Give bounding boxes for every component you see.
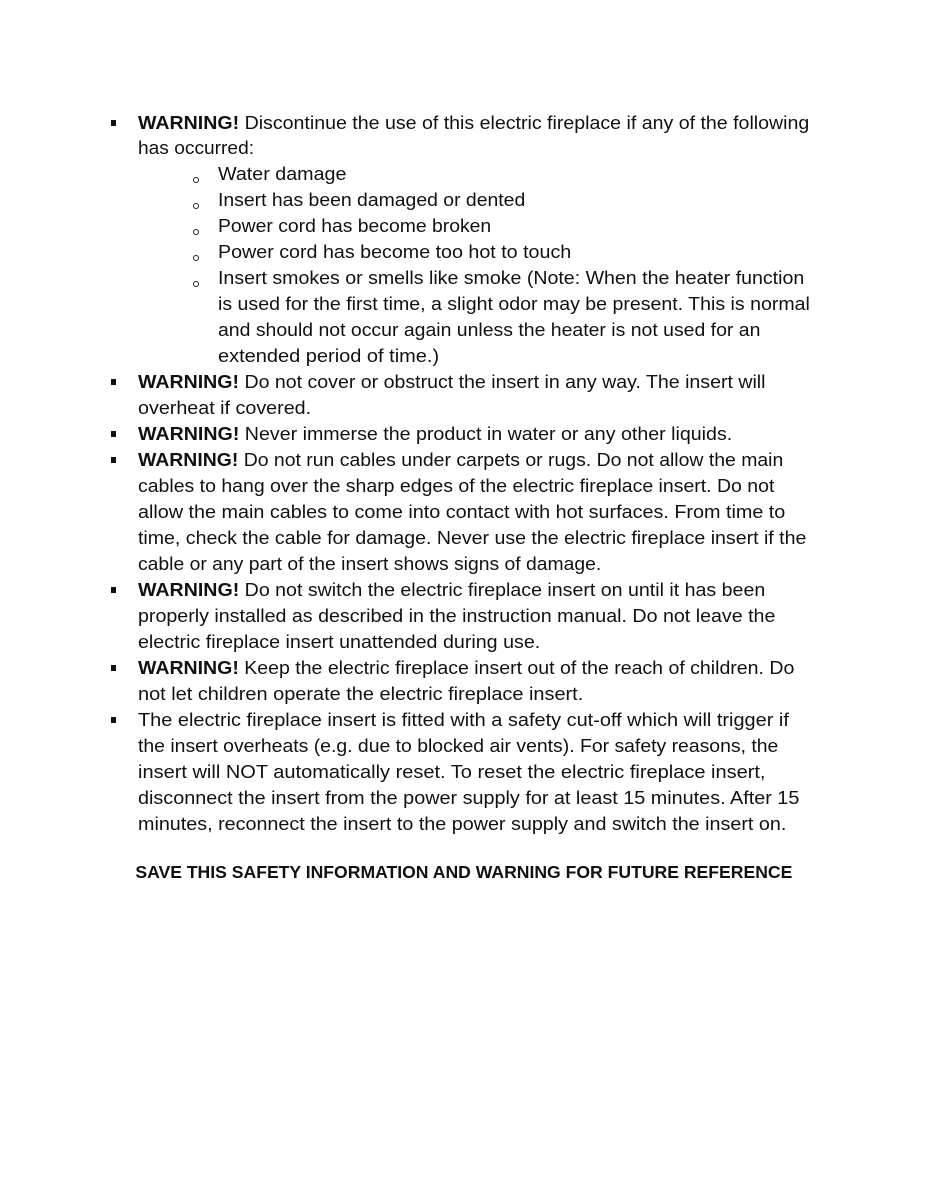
item-text: allow the main cables to come into contact with hot surfaces. From time to [138, 502, 786, 522]
warning-label: WARNING! [138, 424, 240, 444]
square-bullet-icon [111, 587, 116, 593]
list-item-line [138, 787, 799, 809]
item-text: electric fireplace insert unattended during use. [138, 632, 541, 652]
list-item-line [138, 605, 775, 627]
item-text: Do not run cables under carpets or rugs. Do not allow the main [238, 450, 784, 470]
list-item-line [138, 449, 783, 471]
item-text: not let children operate the electric fireplace insert. [138, 684, 584, 704]
list-item-line [138, 813, 786, 835]
subitem-text: Insert smokes or smells like smoke (Note: When the heater function [218, 268, 805, 288]
warning-label: WARNING! [138, 658, 239, 678]
list-item-line [138, 553, 601, 575]
item-text: Never immerse the product in water or any other liquids. [239, 424, 733, 444]
list-item-line [138, 579, 765, 601]
item-text: cables to hang over the sharp edges of the electric fireplace insert. Do not [138, 476, 775, 496]
list-item-line [138, 709, 789, 731]
list-item-line [138, 631, 540, 653]
item-text: disconnect the insert from the power supply for at least 15 minutes. After 15 [138, 788, 800, 808]
subitem-text: is used for the first time, a slight odor may be present. This is normal [218, 294, 810, 314]
warning-label: WARNING! [138, 580, 240, 600]
item-text: Do not cover or obstruct the insert in any way. The insert will [239, 372, 766, 392]
list-item-line [138, 501, 785, 523]
item-text: Keep the electric fireplace insert out of the reach of children. Do [238, 658, 795, 678]
item-text: The electric fireplace insert is fitted with a safety cut-off which will trigger if [138, 710, 789, 730]
item-text: Do not switch the electric fireplace insert on until it has been [239, 580, 766, 600]
subitem-text: Power cord has become too hot to touch [218, 242, 572, 262]
subitem-text: extended period of time.) [218, 346, 440, 366]
circle-bullet-icon [193, 177, 199, 183]
list-item-line [138, 371, 766, 393]
square-bullet-icon [111, 665, 116, 671]
item-text: has occurred: [138, 138, 255, 158]
list-item-line [138, 657, 794, 679]
save-reference-heading [0, 861, 927, 883]
list-item-line [138, 112, 809, 134]
item-text: properly installed as described in the instruction manual. Do not leave the [138, 606, 776, 626]
warning-label: WARNING! [138, 113, 240, 133]
list-item-line [138, 397, 311, 419]
square-bullet-icon [111, 717, 116, 723]
item-text: cable or any part of the insert shows signs of damage. [138, 554, 602, 574]
item-text: insert will NOT automatically reset. To reset the electric fireplace insert, [138, 762, 766, 782]
item-text: overheat if covered. [138, 398, 312, 418]
square-bullet-icon [111, 379, 116, 385]
circle-bullet-icon [193, 281, 199, 287]
item-text: minutes, reconnect the insert to the power supply and switch the insert on. [138, 814, 787, 834]
sub-item-line [218, 293, 810, 315]
sub-item-line [218, 189, 525, 211]
circle-bullet-icon [193, 229, 199, 235]
sub-item-line [218, 163, 346, 185]
list-item-line [138, 683, 583, 705]
item-text: Discontinue the use of this electric fireplace if any of the following [239, 113, 810, 133]
subitem-text: Insert has been damaged or dented [218, 190, 526, 210]
square-bullet-icon [111, 457, 116, 463]
circle-bullet-icon [193, 203, 199, 209]
list-item-line [138, 475, 774, 497]
list-item-line [138, 735, 778, 757]
list-item-line [138, 137, 254, 159]
item-text: the insert overheats (e.g. due to blocked air vents). For safety reasons, the [138, 736, 779, 756]
sub-item-line [218, 319, 760, 341]
list-item-line [138, 761, 766, 783]
list-item-line [138, 423, 732, 445]
subitem-text: Water damage [218, 164, 347, 184]
sub-item-line [218, 267, 804, 289]
square-bullet-icon [111, 431, 116, 437]
footer-text: SAVE THIS SAFETY INFORMATION AND WARNING FOR FUTURE REFERENCE [134, 862, 792, 882]
square-bullet-icon [111, 120, 116, 126]
subitem-text: Power cord has become broken [218, 216, 492, 236]
list-item-line [138, 527, 806, 549]
sub-item-line [218, 345, 439, 367]
subitem-text: and should not occur again unless the heater is not used for an [218, 320, 761, 340]
warning-label: WARNING! [138, 450, 239, 470]
warning-label: WARNING! [138, 372, 240, 392]
circle-bullet-icon [193, 255, 199, 261]
sub-item-line [218, 241, 571, 263]
item-text: time, check the cable for damage. Never use the electric fireplace insert if the [138, 528, 807, 548]
sub-item-line [218, 215, 491, 237]
